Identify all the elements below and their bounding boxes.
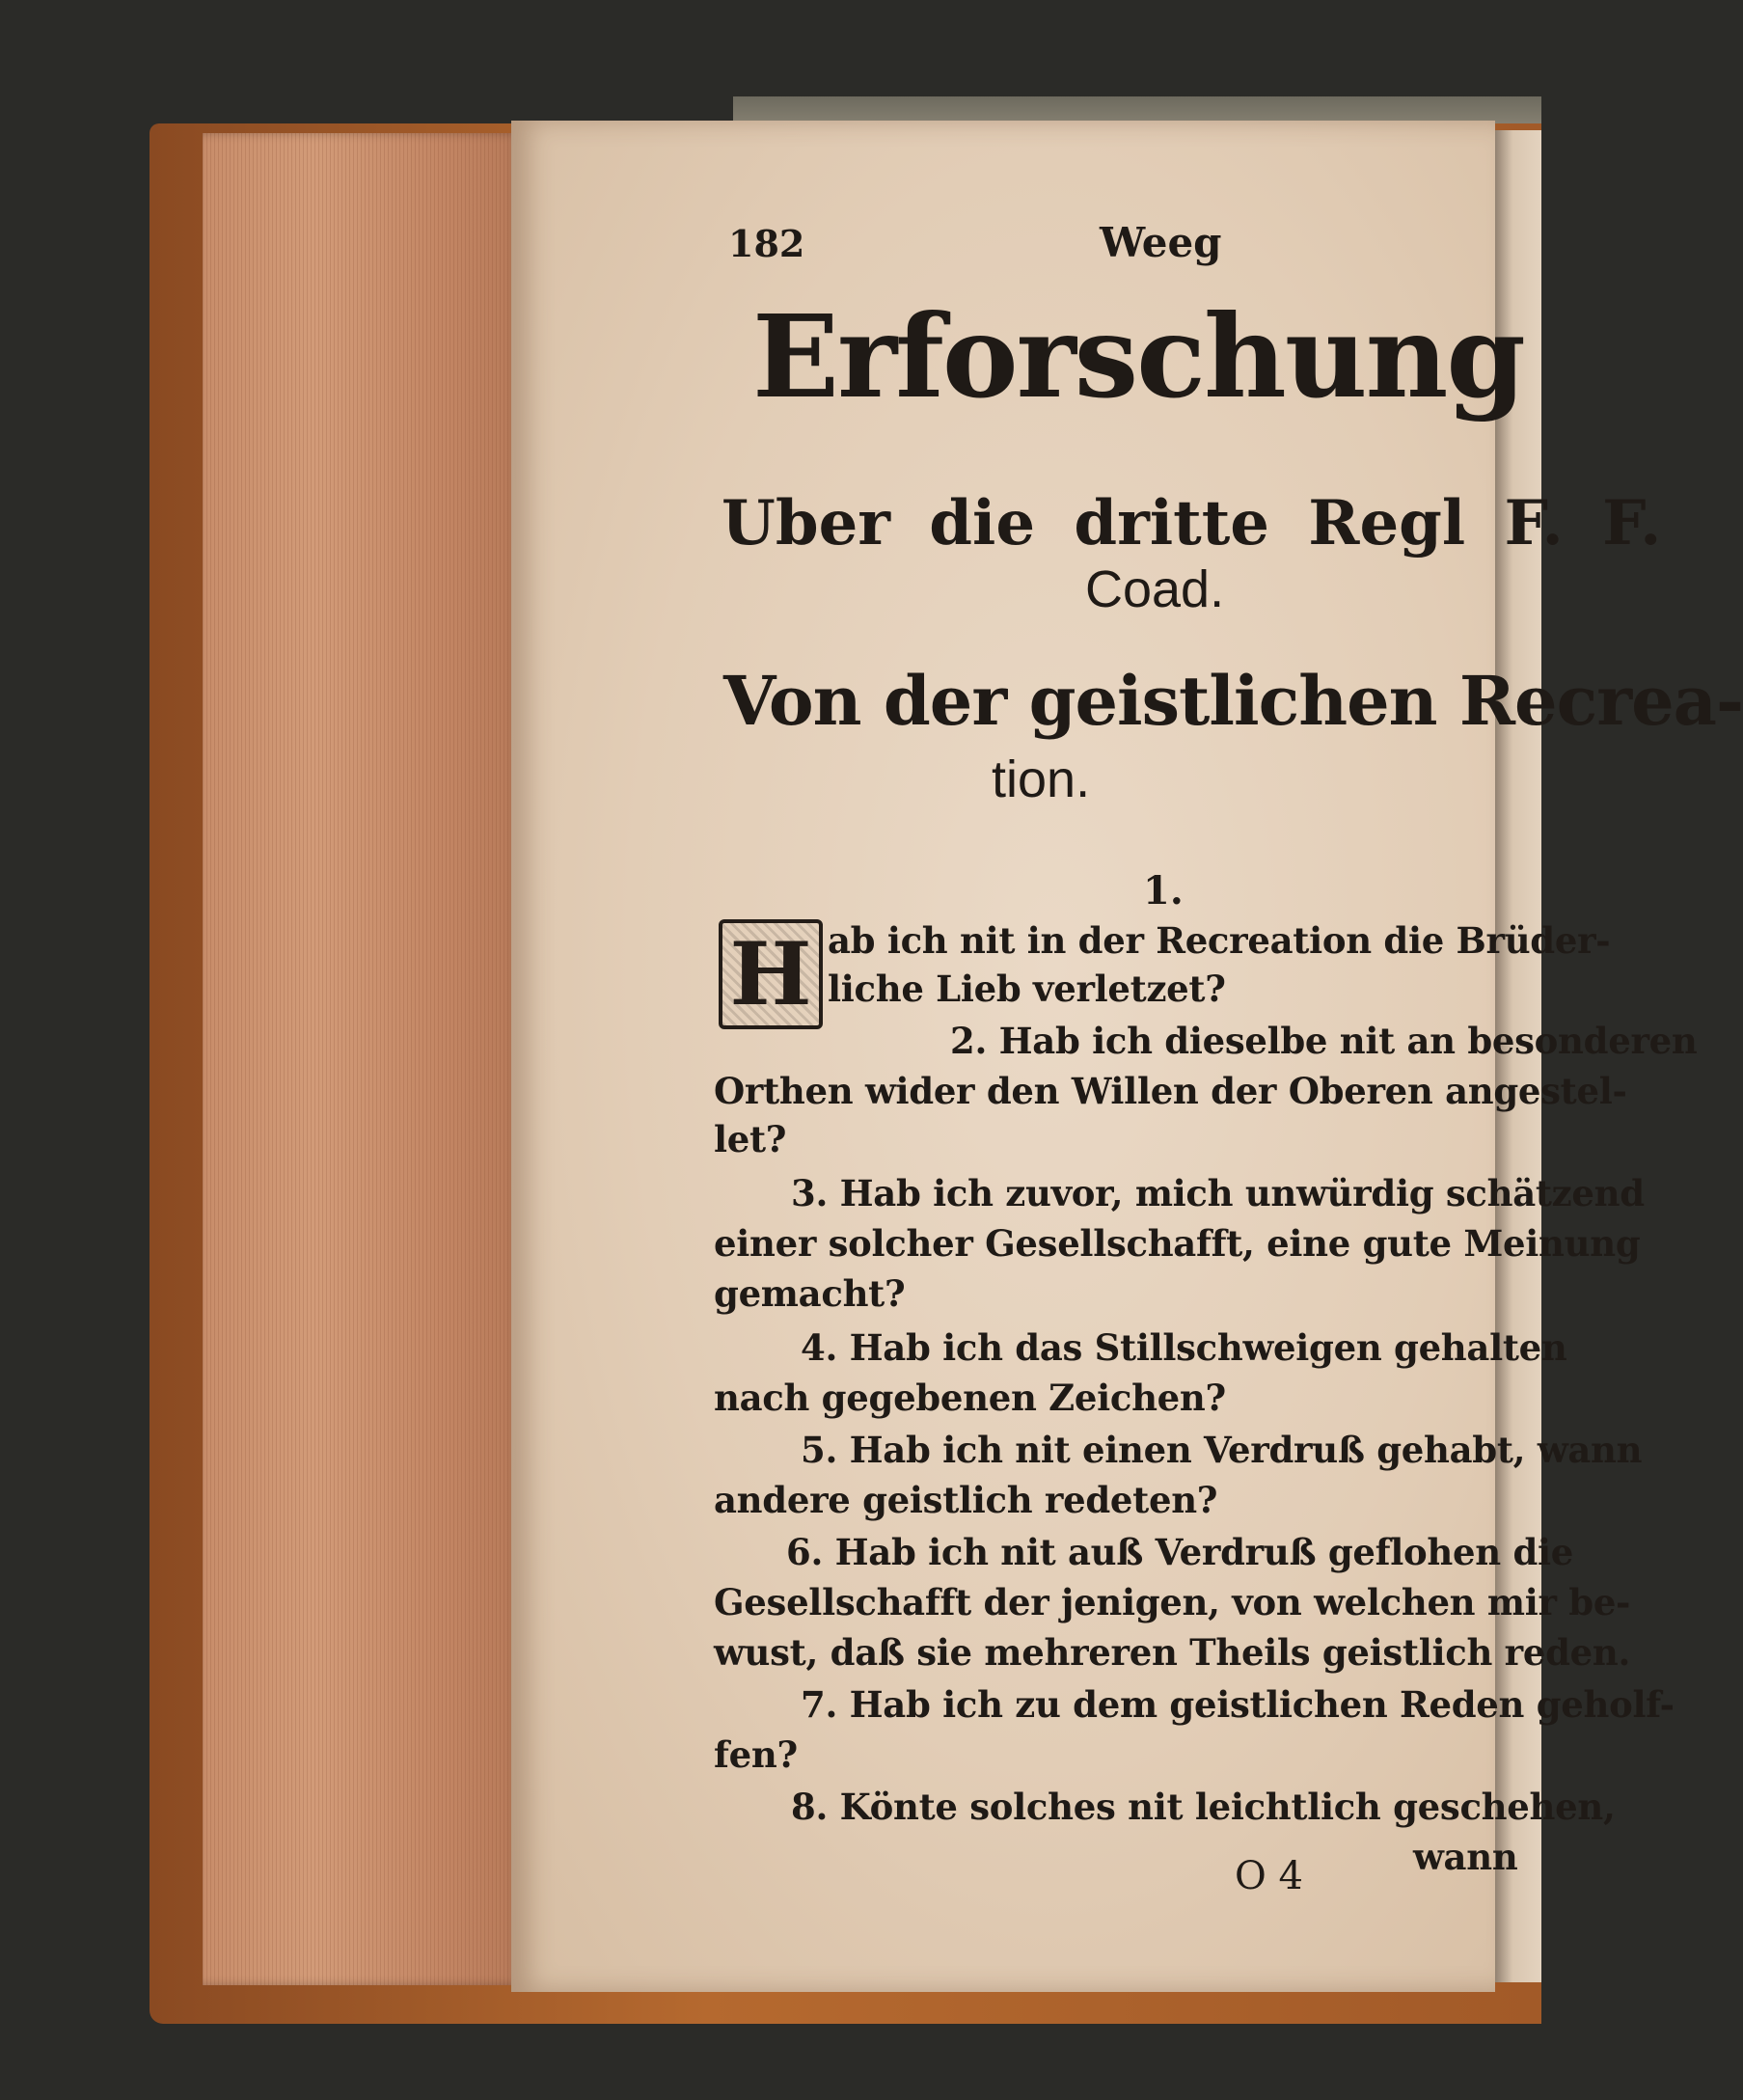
signature-mark: O 4 bbox=[1235, 1854, 1303, 1898]
body-line: 2. Hab ich dieselbe nit an besonderen bbox=[950, 1020, 1698, 1062]
subtitle-line-2: Coad. bbox=[1085, 560, 1225, 618]
section-number: 1. bbox=[1143, 868, 1184, 914]
running-head: Weeg bbox=[1100, 219, 1222, 266]
page-fore-edge bbox=[203, 133, 521, 1985]
body-line: let? bbox=[714, 1118, 787, 1160]
body-line: 8. Könte solches nit leichtlich geschehen, bbox=[791, 1786, 1616, 1828]
body-line: 3. Hab ich zuvor, mich unwürdig schätzend bbox=[791, 1172, 1645, 1214]
page-title: Erforschung bbox=[752, 289, 1524, 423]
body-line: 4. Hab ich das Stillschweigen gehalten bbox=[801, 1326, 1567, 1369]
body-line: Orthen wider den Willen der Oberen angestel- bbox=[714, 1070, 1627, 1112]
page-number: 182 bbox=[728, 222, 805, 265]
printed-page bbox=[511, 121, 1743, 1992]
body-line: fen? bbox=[714, 1733, 798, 1776]
section-heading-line-1: Von der geistlichen Recrea- bbox=[723, 661, 1743, 741]
body-line: Gesellschafft der jenigen, von welchen mir be- bbox=[714, 1581, 1631, 1623]
body-line: andere geistlich redeten? bbox=[714, 1479, 1218, 1521]
subtitle-line-1: Uber die dritte Regl F. F. bbox=[722, 487, 1662, 559]
body-line: ab ich nit in der Recreation die Brüder- bbox=[828, 919, 1611, 962]
dropcap-initial: H bbox=[719, 919, 823, 1029]
body-line: liche Lieb verletzet? bbox=[828, 968, 1226, 1010]
body-line: nach gegebenen Zeichen? bbox=[714, 1377, 1226, 1419]
body-line: gemacht? bbox=[714, 1272, 906, 1315]
section-heading-line-2: tion. bbox=[992, 750, 1091, 808]
body-line: wust, daß sie mehreren Theils geistlich reden. bbox=[714, 1631, 1631, 1674]
body-line-catchword: wann bbox=[1413, 1836, 1518, 1878]
body-line: 6. Hab ich nit auß Verdruß geflohen die bbox=[786, 1531, 1574, 1573]
body-line: einer solcher Gesellschafft, eine gute Meinung bbox=[714, 1222, 1641, 1265]
body-line: 5. Hab ich nit einen Verdruß gehabt, wann bbox=[801, 1429, 1643, 1471]
body-line: 7. Hab ich zu dem geistlichen Reden geholf- bbox=[801, 1683, 1675, 1726]
page-text bbox=[511, 121, 1743, 1992]
